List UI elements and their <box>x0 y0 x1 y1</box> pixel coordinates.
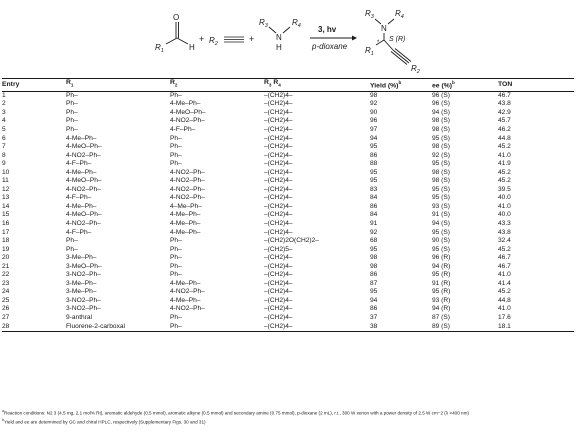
results-table <box>2 78 574 332</box>
cell-entry: 17 <box>2 228 10 236</box>
cell-r1: 4-F–Ph– <box>66 228 92 236</box>
cell-ee: 93 (R) <box>432 296 451 304</box>
cell-yield: 38 <box>370 323 432 332</box>
cell-r2: 4-Me–Ph– <box>170 211 201 219</box>
cell-yield: 95 <box>370 143 378 151</box>
cell-ee: 94 (S) <box>432 219 450 227</box>
cell-r3-r4: –(CH2)4– <box>264 254 293 262</box>
cell-entry: 6 <box>2 134 6 142</box>
cell-ee: 98 (S) <box>432 143 450 151</box>
cell-yield: 90 <box>370 108 378 116</box>
cell-yield: 87 <box>370 279 378 287</box>
cell-r1: 4-F–Ph– <box>66 160 92 168</box>
product-r1: $R_1$ <box>365 46 374 57</box>
cell-r1: 4-NO2–Ph– <box>66 219 101 227</box>
cell-ton: 32.4 <box>498 237 511 245</box>
cell-r2: Ph– <box>170 91 182 99</box>
amine-hydrogen: H <box>276 43 282 52</box>
cell-r3-r4: –(CH2)4– <box>264 108 293 116</box>
table-row <box>2 211 574 220</box>
cell-ee: 92 (S) <box>432 151 450 159</box>
cell-ton: 40.0 <box>498 211 511 219</box>
cell-ee: 93 (S) <box>432 202 450 210</box>
table-row <box>2 169 574 178</box>
cell-ton: 40.0 <box>498 194 511 202</box>
cell-entry: 18 <box>2 237 10 245</box>
cell-r3-r4: –(CH2)4– <box>264 151 293 159</box>
cell-ton: 45.2 <box>498 288 511 296</box>
table-row <box>2 143 574 152</box>
table-row <box>2 186 574 195</box>
cell-r2: Ph– <box>170 151 182 159</box>
cell-r3-r4: –(CH2)4– <box>264 177 293 185</box>
cell-r2: 4-NO2–Ph– <box>170 305 205 313</box>
cell-yield: 37 <box>370 313 378 321</box>
cell-ton: 45.2 <box>498 168 511 176</box>
table-row <box>2 314 574 323</box>
cell-ee: 98 (S) <box>432 168 450 176</box>
cell-r3-r4: –(CH2)4– <box>264 91 293 99</box>
cell-entry: 9 <box>2 160 6 168</box>
cell-entry: 11 <box>2 177 9 185</box>
aldehyde-structure <box>166 22 188 44</box>
cell-r1: Ph– <box>66 91 78 99</box>
cell-r1: 3-Me–Ph– <box>66 254 97 262</box>
cell-ee: 94 (S) <box>432 108 450 116</box>
cell-ee: 96 (S) <box>432 91 450 99</box>
cell-r2: 4-NO2–Ph– <box>170 168 205 176</box>
cell-ee: 89 (S) <box>432 323 498 332</box>
cell-r3-r4: –(CH2)4– <box>264 134 293 142</box>
table-footnotes <box>2 408 574 426</box>
cell-yield: 92 <box>370 100 378 108</box>
cell-yield: 94 <box>370 134 378 142</box>
cell-r1: 4-F–Ph– <box>66 194 92 202</box>
cell-ton: 46.7 <box>498 91 511 99</box>
cell-ee: 98 (S) <box>432 117 450 125</box>
cell-r2: 4–Me–Ph– <box>170 202 202 210</box>
cell-r3-r4: –(CH2)4– <box>264 323 370 332</box>
cell-ton: 41.9 <box>498 160 511 168</box>
cell-ee: 90 (S) <box>432 237 450 245</box>
product-nitrogen: N <box>381 24 387 33</box>
cell-ee: 95 (S) <box>432 194 450 202</box>
table-row <box>2 254 574 263</box>
cell-entry: 23 <box>2 279 10 287</box>
header-ton: TON <box>498 79 574 92</box>
cell-ton: 44.8 <box>498 296 511 304</box>
cell-ton: 43.8 <box>498 100 511 108</box>
product-r3: $R_3$ <box>365 9 374 20</box>
cell-r1: Ph– <box>66 245 78 253</box>
table-row <box>2 117 574 126</box>
table-row <box>2 100 574 109</box>
header-yield: Yield (%)$^b$ <box>370 79 432 92</box>
cell-yield: 84 <box>370 194 378 202</box>
cell-r3-r4: –(CH2)4– <box>264 211 293 219</box>
cell-yield: 98 <box>370 254 378 262</box>
cell-r2: 4-Me–Ph– <box>170 219 201 227</box>
cell-r1: 9-anthral <box>66 313 93 321</box>
cell-ton: 45.2 <box>498 143 511 151</box>
cell-r2: Ph– <box>170 134 182 142</box>
cell-yield: 92 <box>370 228 378 236</box>
cell-ee: 94 (R) <box>432 305 451 313</box>
cell-r2: 4-NO2–Ph– <box>170 288 205 296</box>
cell-r1: 3-NO2–Ph– <box>66 305 101 313</box>
cell-entry: 13 <box>2 194 10 202</box>
cell-yield: 91 <box>370 219 378 227</box>
cell-yield: 95 <box>370 177 378 185</box>
table-row <box>2 288 574 297</box>
cell-entry: 10 <box>2 168 10 176</box>
cell-r2: Ph– <box>170 160 182 168</box>
cell-ee: 95 (S) <box>432 245 450 253</box>
cell-r2: Ph– <box>170 262 182 270</box>
cell-r3-r4: –(CH2)4– <box>264 117 293 125</box>
table-row <box>2 203 574 212</box>
cell-r1: Ph– <box>66 100 78 108</box>
cell-r1: Ph– <box>66 125 78 133</box>
cell-r3-r4: –(CH2)5– <box>264 245 293 253</box>
cell-r3-r4: –(CH2)4– <box>264 305 293 313</box>
cell-entry: 26 <box>2 305 10 313</box>
header-ee: ee (%)$^b$ <box>432 79 498 92</box>
cell-ton: 44.8 <box>498 134 511 142</box>
cell-ee: 95 (S) <box>432 134 450 142</box>
cell-yield: 96 <box>370 117 378 125</box>
cell-yield: 86 <box>370 271 378 279</box>
cell-r3-r4: –(CH2)4– <box>264 100 293 108</box>
cell-ton: 41.0 <box>498 202 511 210</box>
cell-entry: 8 <box>2 151 6 159</box>
cell-yield: 95 <box>370 168 378 176</box>
cell-entry: 14 <box>2 202 10 210</box>
cell-yield: 86 <box>370 305 378 313</box>
cell-r1: Ph– <box>66 237 78 245</box>
cell-entry: 5 <box>2 125 6 133</box>
cell-r2: Ph– <box>170 271 182 279</box>
cell-r3-r4: –(CH2)4– <box>264 143 293 151</box>
cell-r3-r4: –(CH2)2O(CH2)2– <box>264 237 319 245</box>
cell-r2: 4-NO2–Ph– <box>170 117 205 125</box>
header-entry: Entry <box>2 79 66 92</box>
table-row <box>2 91 574 100</box>
cell-yield: 98 <box>370 91 378 99</box>
header-r1: $R_1$ <box>66 79 170 92</box>
aldehyde-hydrogen: H <box>189 43 195 52</box>
cell-r3-r4: –(CH2)4– <box>264 125 293 133</box>
cell-r3-r4: –(CH2)4– <box>264 288 293 296</box>
cell-r1: 4-MeO–Ph– <box>66 143 102 151</box>
cell-yield: 86 <box>370 151 378 159</box>
product-r2: $R_2$ <box>411 64 420 75</box>
cell-entry: 15 <box>2 211 10 219</box>
table-header-row <box>2 79 574 92</box>
cell-r3-r4: –(CH2)4– <box>264 296 293 304</box>
footnote-b: $^b$Yield and ee are determined by GC and chiral HPLC, respectively (Supplementary Figs. 30 and 31) <box>2 417 206 425</box>
cell-yield: 98 <box>370 262 378 270</box>
cell-yield: 88 <box>370 160 378 168</box>
cell-r1: 4-Me–Ph– <box>66 202 97 210</box>
cell-r3-r4: –(CH2)4– <box>264 262 293 270</box>
cell-r1: 4-MeO–Ph– <box>66 177 102 185</box>
cell-r2: Ph– <box>170 245 182 253</box>
cell-ton: 41.4 <box>498 279 511 287</box>
cell-entry: 20 <box>2 254 10 262</box>
cell-r2: 4-Me–Ph– <box>170 100 201 108</box>
cell-r1: 3-Me–Ph– <box>66 279 97 287</box>
cell-yield: 84 <box>370 211 378 219</box>
cell-entry: 1 <box>2 91 6 99</box>
stereocenter-star: * <box>377 40 380 46</box>
cell-r2: 4-Me–Ph– <box>170 296 201 304</box>
cell-ee: 95 (R) <box>432 271 451 279</box>
cell-ee: 96 (S) <box>432 100 450 108</box>
cell-ton: 46.7 <box>498 262 511 270</box>
cell-ee: 95 (R) <box>432 288 451 296</box>
cell-r3-r4: –(CH2)4– <box>264 168 293 176</box>
cell-ee: 95 (S) <box>432 160 450 168</box>
cell-entry: 22 <box>2 271 10 279</box>
cell-ee: 98 (S) <box>432 125 450 133</box>
cell-ee: 98 (S) <box>432 177 450 185</box>
cell-r2: 4-Me–Ph– <box>170 228 201 236</box>
header-r2: $R_2$ <box>170 79 264 92</box>
cell-ton: 45.2 <box>498 245 511 253</box>
plus-sign-2: + <box>249 34 255 44</box>
footnote-a: $^a$Reaction conditions: N2 3 (4.5 mg, 2.1 mol% Rt), aromatic aldehyde (0.5 mmol), aromatic alkyne (0.5 mmol) and secondary amine (0.75 mmol), p-dioxane (2 mL), r.t., 300 W xenon with a power density of 2.5 W cm−2 (λ >400 nm) <box>2 409 469 416</box>
table-row <box>2 135 574 144</box>
table-row <box>2 305 574 314</box>
cell-entry: 2 <box>2 100 6 108</box>
cell-r2: Ph– <box>170 313 182 321</box>
cell-r3-r4: –(CH2)4– <box>264 185 293 193</box>
cell-r2: 4-NO2–Ph– <box>170 177 205 185</box>
cell-ee: 96 (R) <box>432 254 451 262</box>
header-r3-r4: $R_3$ $R_4$ <box>264 79 370 92</box>
cell-entry: 28 <box>2 323 66 332</box>
condition-catalyst: 3, hv <box>318 25 337 34</box>
cell-r3-r4: –(CH2)4– <box>264 228 293 236</box>
product-r4: $R_4$ <box>395 9 404 20</box>
alkyne-r2: $R_2$ <box>209 36 218 47</box>
cell-yield: 95 <box>370 245 378 253</box>
cell-ton: 43.8 <box>498 228 511 236</box>
table-row <box>2 220 574 229</box>
cell-r1: 4-NO2–Ph– <box>66 151 101 159</box>
cell-r1: 3-MeO–Ph– <box>66 262 102 270</box>
table-row <box>2 229 574 238</box>
table-row <box>2 194 574 203</box>
cell-ton: 46.7 <box>498 254 511 262</box>
cell-r3-r4: –(CH2)4– <box>264 160 293 168</box>
table-row <box>2 271 574 280</box>
cell-ton: 41.0 <box>498 305 511 313</box>
cell-r3-r4: –(CH2)4– <box>264 313 293 321</box>
cell-ee: 91 (S) <box>432 211 450 219</box>
cell-r1: 4-Me–Ph– <box>66 168 97 176</box>
cell-ton: 41.0 <box>498 271 511 279</box>
reaction-scheme <box>0 0 576 78</box>
cell-r1: 4-MeO–Ph– <box>66 211 102 219</box>
table-row <box>2 246 574 255</box>
cell-ee: 87 (S) <box>432 313 450 321</box>
condition-solvent: p-dioxane <box>312 42 348 51</box>
cell-entry: 7 <box>2 143 6 151</box>
cell-r3-r4: –(CH2)4– <box>264 202 293 210</box>
amine-r4: $R_4$ <box>292 18 301 29</box>
table-row <box>2 297 574 306</box>
cell-r1: Ph– <box>66 108 78 116</box>
cell-yield: 97 <box>370 125 378 133</box>
table-row <box>2 263 574 272</box>
cell-entry: 24 <box>2 288 10 296</box>
plus-sign-1: + <box>199 34 205 44</box>
cell-ton: 42.9 <box>498 108 511 116</box>
table-row <box>2 323 574 332</box>
cell-r2: Ph– <box>170 143 182 151</box>
table-row <box>2 237 574 246</box>
cell-entry: 27 <box>2 313 10 321</box>
cell-ee: 95 (S) <box>432 228 450 236</box>
table-row <box>2 160 574 169</box>
cell-entry: 4 <box>2 117 6 125</box>
cell-r2: 4-NO2–Ph– <box>170 194 205 202</box>
cell-yield: 95 <box>370 288 378 296</box>
cell-yield: 94 <box>370 296 378 304</box>
table-body <box>2 91 574 331</box>
table-row <box>2 109 574 118</box>
cell-r3-r4: –(CH2)4– <box>264 271 293 279</box>
product-stereo-label: S (R) <box>389 36 406 43</box>
cell-r1: 3-NO2–Ph– <box>66 271 101 279</box>
cell-r3-r4: –(CH2)4– <box>264 219 293 227</box>
table-row <box>2 126 574 135</box>
cell-ton: 17.6 <box>498 313 511 321</box>
cell-r1: 4-NO2–Ph– <box>66 185 101 193</box>
cell-ton: 43.3 <box>498 219 511 227</box>
cell-entry: 19 <box>2 245 10 253</box>
aldehyde-oxygen: O <box>173 13 180 22</box>
alkyne-triple-bond <box>224 37 244 42</box>
cell-r3-r4: –(CH2)4– <box>264 194 293 202</box>
cell-r3-r4: –(CH2)4– <box>264 279 293 287</box>
cell-ee: 91 (R) <box>432 279 451 287</box>
cell-entry: 16 <box>2 219 10 227</box>
cell-entry: 25 <box>2 296 10 304</box>
cell-ee: 95 (S) <box>432 185 450 193</box>
cell-yield: 83 <box>370 185 378 193</box>
cell-yield: 68 <box>370 237 378 245</box>
table-row <box>2 152 574 161</box>
cell-r2: Ph– <box>170 254 182 262</box>
cell-entry: 3 <box>2 108 6 116</box>
cell-entry: 21 <box>2 262 10 270</box>
cell-r2: Ph– <box>170 323 264 332</box>
cell-r1: 3-Me–Ph– <box>66 288 97 296</box>
aldehyde-r1: $R_1$ <box>155 43 164 54</box>
reaction-arrowhead <box>352 36 357 41</box>
cell-r1: 3-NO2–Ph– <box>66 296 101 304</box>
cell-ton: 41.0 <box>498 151 511 159</box>
amine-r3: $R_3$ <box>259 18 268 29</box>
cell-ton: 39.5 <box>498 185 511 193</box>
cell-r2: 4-NO2–Ph– <box>170 185 205 193</box>
table-row <box>2 280 574 289</box>
cell-ton: 45.2 <box>498 177 511 185</box>
cell-r2: 4-F–Ph– <box>170 125 196 133</box>
cell-ton: 46.2 <box>498 125 511 133</box>
cell-ton: 18.1 <box>498 323 574 332</box>
cell-ton: 45.7 <box>498 117 511 125</box>
cell-ee: 94 (R) <box>432 262 451 270</box>
cell-entry: 12 <box>2 185 10 193</box>
cell-r1: Ph– <box>66 117 78 125</box>
amine-nitrogen: N <box>276 33 282 42</box>
cell-r2: 4-Me–Ph– <box>170 279 201 287</box>
cell-r2: 4-MeO–Ph– <box>170 108 206 116</box>
table-row <box>2 177 574 186</box>
cell-r1: Fluorene-2-carboxal <box>66 323 170 332</box>
cell-r1: 4-Me–Ph– <box>66 134 97 142</box>
cell-yield: 86 <box>370 202 378 210</box>
cell-r2: Ph– <box>170 237 182 245</box>
